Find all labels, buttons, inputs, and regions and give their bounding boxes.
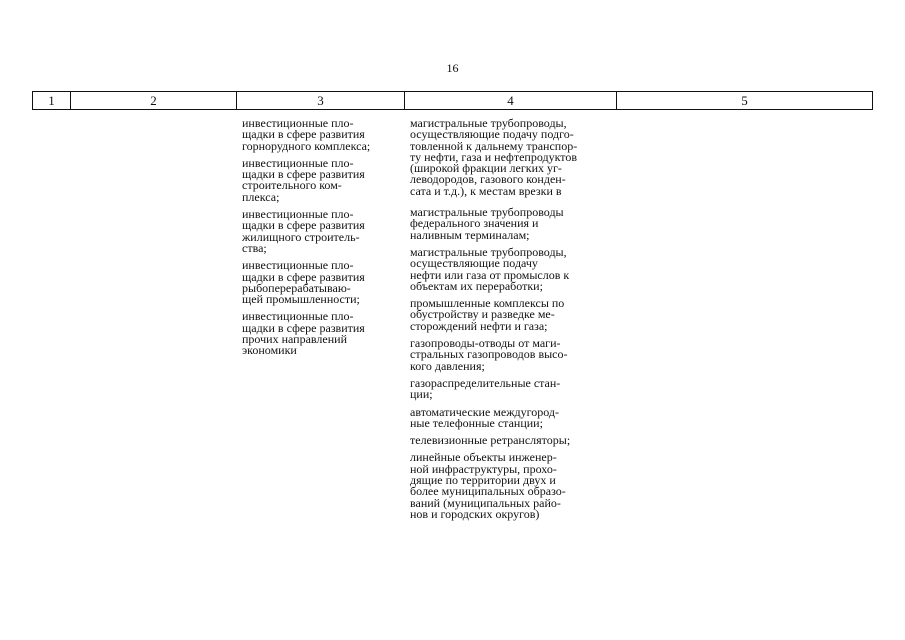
column-3-item: инвестиционные пло- щадки в сфере развития рыбоперерабатываю- щей промышленности; xyxy=(242,258,365,307)
column-4-item: газораспределительные стан- ции; xyxy=(410,375,561,402)
column-header-5: 5 xyxy=(617,92,873,110)
column-3-item: инвестиционные пло- щадки в сфере развития жилищного строитель- ства; xyxy=(242,207,365,255)
column-4-item: магистральные трубопроводы федерального значения и наливным терминалам; xyxy=(410,205,564,242)
column-header-table xyxy=(32,91,873,110)
page-number: 16 xyxy=(446,61,459,75)
column-header-row xyxy=(33,92,873,110)
column-4-item: автоматические междугород- ные телефонные станции; xyxy=(410,404,560,430)
column-4-item: магистральные трубопроводы, осуществляющие подачу подго- товленной к дальнему транспор- ту нефти, газа и нефтепродуктов (широкой фракции легких уг- леводородов, газового конден- сата и т.д.), к местам врезки в xyxy=(410,116,578,198)
column-3-item: инвестиционные пло- щадки в сфере развития строительного ком- плекса; xyxy=(242,155,365,204)
column-header-4: 4 xyxy=(405,92,617,110)
column-4-item: промышленные комплексы по обустройству и разведке ме- сторождений нефти и газа; xyxy=(410,296,565,333)
column-4-content xyxy=(410,118,616,526)
column-4-item: линейные объекты инженер- ной инфраструктуры, прохо- дящие по территории двух и более муниципальных образо- ваний (муниципальных райо- нов и городских округов) xyxy=(410,450,566,521)
column-3-item: инвестиционные пло- щадки в сфере развития прочих направлений экономики xyxy=(242,309,365,358)
column-3-item: инвестиционные пло- щадки в сфере развития горнорудного комплекса; xyxy=(242,116,371,153)
column-header-1: 1 xyxy=(33,92,71,110)
column-4-item: газопроводы-отводы от маги- стральных газопроводов высо- кого давления; xyxy=(410,336,568,373)
column-4-item: магистральные трубопроводы, осуществляющие подачу нефти или газа от промыслов к объектам их переработки; xyxy=(410,244,570,293)
column-3-content xyxy=(242,118,402,363)
column-4-item: телевизионные ретрансляторы; xyxy=(410,433,571,448)
column-header-2: 2 xyxy=(71,92,237,110)
column-header-3: 3 xyxy=(237,92,405,110)
